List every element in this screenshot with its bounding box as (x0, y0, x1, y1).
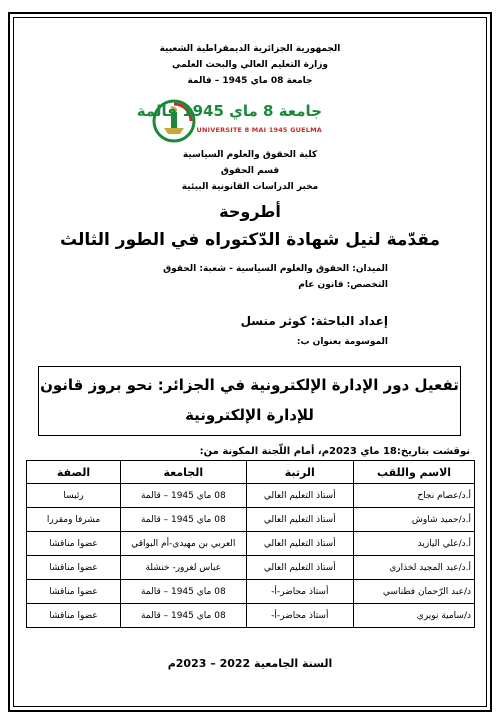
header-role: الصفة (27, 461, 121, 484)
jury-rank: أستاذ التعليم العالي (246, 484, 354, 508)
jury-rank: أستاذ محاضر-أ- (246, 580, 354, 604)
university-logo (136, 98, 322, 144)
specialty-line: التخصص: قانون عام (298, 280, 388, 290)
table-row (27, 604, 475, 628)
republic-line: الجمهورية الجزائرية الديمقراطية الشعبية (159, 44, 341, 54)
jury-header-row (27, 461, 475, 484)
jury-rank: أستاذ التعليم العالي (246, 532, 354, 556)
table-row (27, 532, 475, 556)
jury-university: 08 ماي 1945 – قالمة (121, 484, 246, 508)
header-rank: الرتبة (246, 461, 354, 484)
defense-date-line: نوقشت بتاريخ:18 ماي 2023م، أمام اللّجنة المكونة من: (199, 446, 470, 457)
ministry-line: وزارة التعليم العالي والبحث العلمي (171, 60, 329, 70)
jury-university: العربي بن مهيدي-أم البواقي (121, 532, 246, 556)
jury-university: 08 ماي 1945 – قالمة (121, 580, 246, 604)
jury-rank: أستاذ محاضر-أ- (246, 604, 354, 628)
author-line: إعداد الباحثة: كوثر منسل (240, 314, 388, 328)
document-type: أطروحة (219, 202, 281, 221)
faculty-line: كلية الحقوق والعلوم السياسية (182, 150, 318, 160)
table-row (27, 556, 475, 580)
jury-rank: أستاذ التعليم العالي (246, 556, 354, 580)
jury-rank: أستاذ التعليم العالي (246, 508, 354, 532)
jury-table (26, 460, 475, 628)
jury-name: أ.د/حميد شاوش (354, 508, 475, 532)
jury-role: عضوا مناقشا (27, 580, 121, 604)
jury-role: مشرفا ومقررا (27, 508, 121, 532)
laboratory-line: مخبر الدراسات القانونية البيئية (181, 182, 319, 192)
jury-university: عباس لغرور- خنشلة (121, 556, 246, 580)
academic-year: السنة الجامعية 2022 – 2023م (167, 657, 333, 670)
thesis-title-box (38, 366, 461, 436)
jury-role: عضوا مناقشا (27, 532, 121, 556)
header-name: الاسم واللقب (354, 461, 475, 484)
logo-french-text: UNIVERSITE 8 MAI 1945 GUELMA (196, 126, 322, 134)
titled-label: الموسومة بعنوان ب: (296, 337, 388, 347)
jury-role: عضوا مناقشا (27, 604, 121, 628)
header-university: الجامعة (121, 461, 246, 484)
field-line: الميدان: الحقوق والعلوم السياسية - شعبة: الحقوق (163, 264, 388, 274)
department-line: قسم الحقوق (220, 166, 280, 176)
table-row (27, 508, 475, 532)
jury-university: 08 ماي 1945 – قالمة (121, 508, 246, 532)
university-line: جامعة 08 ماي 1945 – قالمة (187, 76, 313, 86)
jury-university: 08 ماي 1945 – قالمة (121, 604, 246, 628)
degree-line: مقدّمة لنيل شهادة الدّكتوراه في الطور الثالث (59, 230, 441, 250)
jury-name: أ.د/عصام نجاح (354, 484, 475, 508)
jury-name: أ.د/علي اليازيد (354, 532, 475, 556)
table-row (27, 580, 475, 604)
jury-name: د/عبد الرّحمان فطناسي (354, 580, 475, 604)
jury-name: أ.د/عبد المجيد لخذاري (354, 556, 475, 580)
jury-role: رئيسا (27, 484, 121, 508)
table-row (27, 484, 475, 508)
logo-arabic-text: جامعة 8 ماي 1945 قالمة (136, 102, 322, 120)
thesis-title: تفعيل دور الإدارة الإلكترونية في الجزائر: نحو بروز قانون للإدارة الإلكترونية (40, 376, 459, 424)
jury-role: عضوا مناقشا (27, 556, 121, 580)
jury-name: د/سامية نويري (354, 604, 475, 628)
